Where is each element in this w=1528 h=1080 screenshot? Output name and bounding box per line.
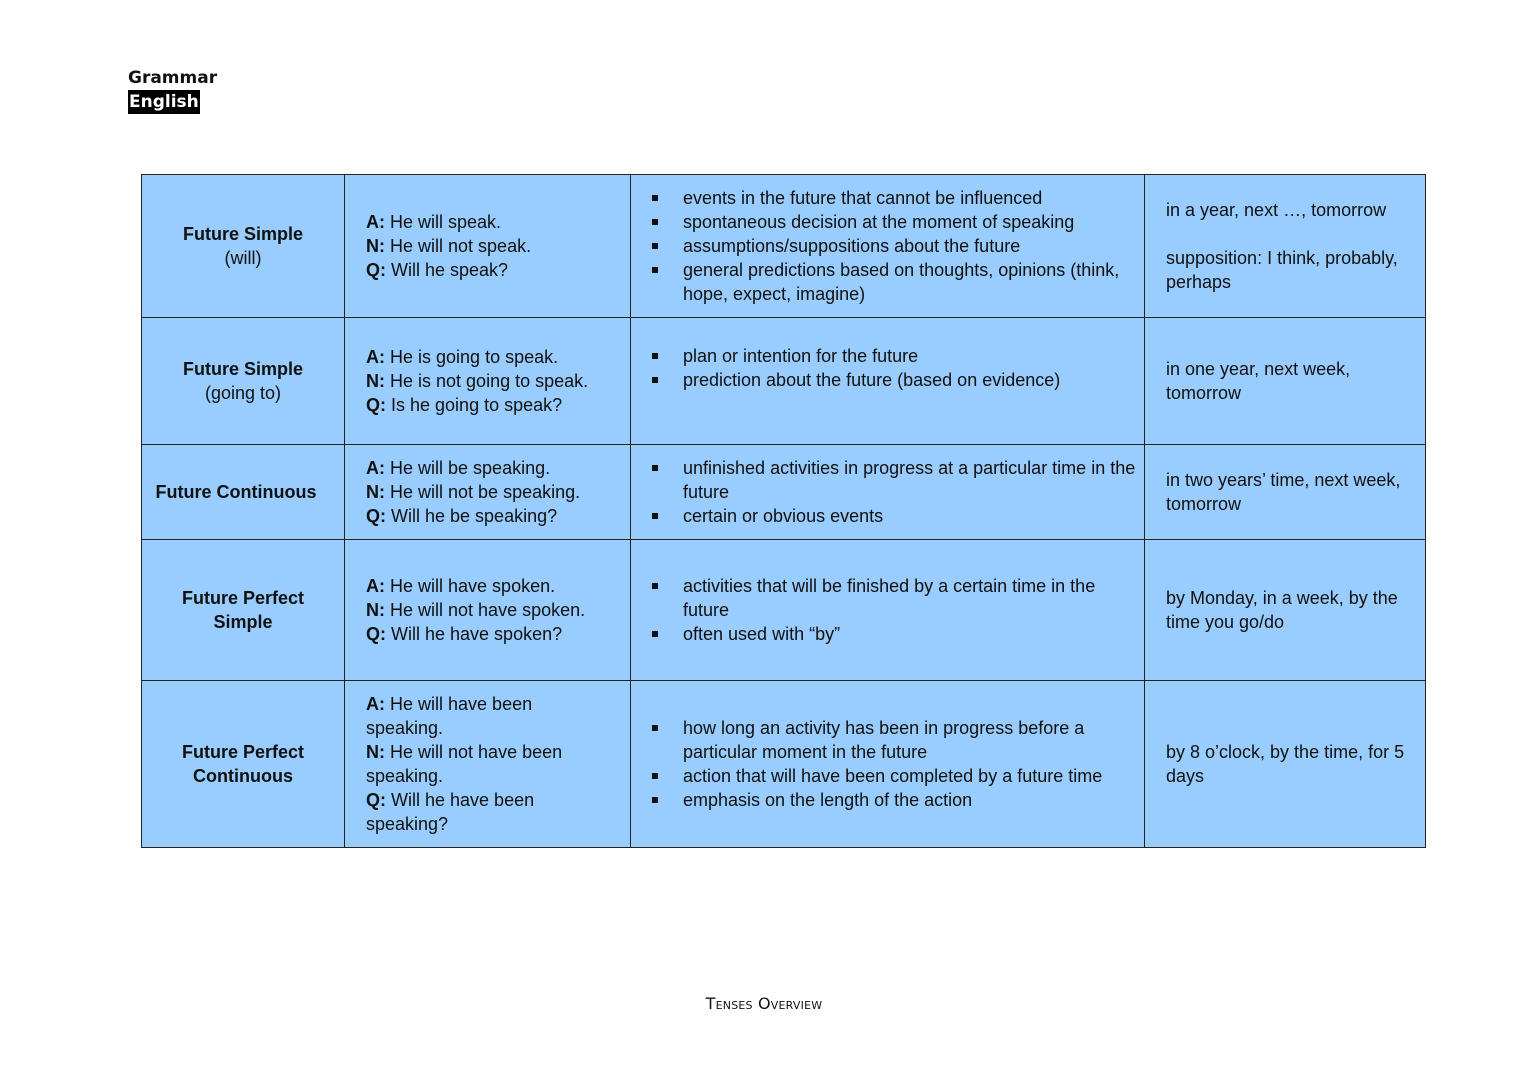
form-affirmative: A: He will speak. [366, 212, 502, 232]
tenses-table [141, 174, 1426, 848]
tense-subname: (going to) [204, 383, 282, 403]
form-question: Q: Will he have been speaking? [366, 790, 535, 834]
form-question: Q: Will he have spoken? [366, 624, 563, 644]
form-negative: N: He will not have spoken. [366, 600, 586, 620]
table-row [142, 318, 1426, 445]
signal-words-cell [1145, 540, 1426, 681]
tense-uses-cell [631, 175, 1145, 318]
tense-uses-cell [631, 318, 1145, 445]
table-row [142, 681, 1426, 848]
table-row [142, 175, 1426, 318]
signal-words: in one year, next week, tomorrow [1166, 359, 1351, 403]
tense-name: Future Simple [182, 224, 303, 244]
form-question: Q: Will he speak? [366, 260, 509, 280]
tense-name: Future Perfect Simple [181, 588, 305, 632]
signal-words: in a year, next …, tomorrow [1166, 200, 1387, 220]
list-item: general predictions based on thoughts, opinions (think, hope, expect, imagine) [683, 258, 1136, 306]
tense-name: Future Perfect Continuous [181, 742, 305, 786]
signal-words: in two years’ time, next week, tomorrow [1166, 470, 1401, 514]
list-item: spontaneous decision at the moment of speaking [683, 210, 1136, 234]
list-item: assumptions/suppositions about the future [683, 234, 1136, 258]
header-title: Grammar [128, 68, 218, 88]
table-row [142, 445, 1426, 540]
tense-name: Future Simple [182, 359, 303, 379]
signal-words: supposition: I think, probably, perhaps [1166, 248, 1398, 292]
list-item: activities that will be finished by a certain time in the future [683, 574, 1136, 622]
form-affirmative: A: He will be speaking. [366, 458, 551, 478]
tense-forms-cell [345, 318, 631, 445]
form-affirmative: A: He will have been speaking. [366, 694, 533, 738]
table-row [142, 540, 1426, 681]
header-subject: English [129, 92, 199, 112]
tense-name-cell [142, 175, 345, 318]
tense-uses-cell [631, 540, 1145, 681]
document-header [128, 66, 217, 114]
tense-forms-cell [345, 175, 631, 318]
tense-subname: (will) [224, 248, 262, 268]
tense-name-cell [142, 681, 345, 848]
tense-forms-cell [345, 445, 631, 540]
signal-words-cell [1145, 445, 1426, 540]
signal-words: by 8 o’clock, by the time, for 5 days [1166, 742, 1405, 786]
list-item: plan or intention for the future [683, 344, 1136, 368]
list-item: emphasis on the length of the action [683, 788, 1136, 812]
list-item: unfinished activities in progress at a particular time in the future [683, 458, 1136, 502]
form-question: Q: Is he going to speak? [366, 395, 563, 415]
list-item: often used with “by” [683, 622, 1136, 646]
signal-words-cell [1145, 318, 1426, 445]
form-affirmative: A: He is going to speak. [366, 347, 559, 367]
signal-words-cell [1145, 681, 1426, 848]
form-question: Q: Will he be speaking? [366, 506, 558, 526]
tense-uses-cell [631, 681, 1145, 848]
tense-forms-cell [345, 681, 631, 848]
tense-uses-cell [631, 445, 1145, 540]
list-item: events in the future that cannot be influenced [683, 186, 1136, 210]
list-item: certain or obvious events [683, 504, 1136, 528]
form-negative: N: He is not going to speak. [366, 371, 589, 391]
tense-name: Future Continuous [155, 482, 317, 502]
tense-name-cell [142, 318, 345, 445]
tense-name-cell [142, 445, 345, 540]
signal-words: by Monday, in a week, by the time you go/do [1166, 588, 1398, 632]
page-footer: Tenses Overview [705, 994, 823, 1013]
list-item: prediction about the future (based on evidence) [683, 368, 1136, 392]
form-negative: N: He will not have been speaking. [366, 742, 563, 786]
list-item: action that will have been completed by a future time [683, 764, 1136, 788]
form-negative: N: He will not speak. [366, 236, 532, 256]
tense-name-cell [142, 540, 345, 681]
form-affirmative: A: He will have spoken. [366, 576, 556, 596]
form-negative: N: He will not be speaking. [366, 482, 581, 502]
signal-words-cell [1145, 175, 1426, 318]
tense-forms-cell [345, 540, 631, 681]
list-item: how long an activity has been in progress before a particular moment in the future [683, 716, 1136, 764]
